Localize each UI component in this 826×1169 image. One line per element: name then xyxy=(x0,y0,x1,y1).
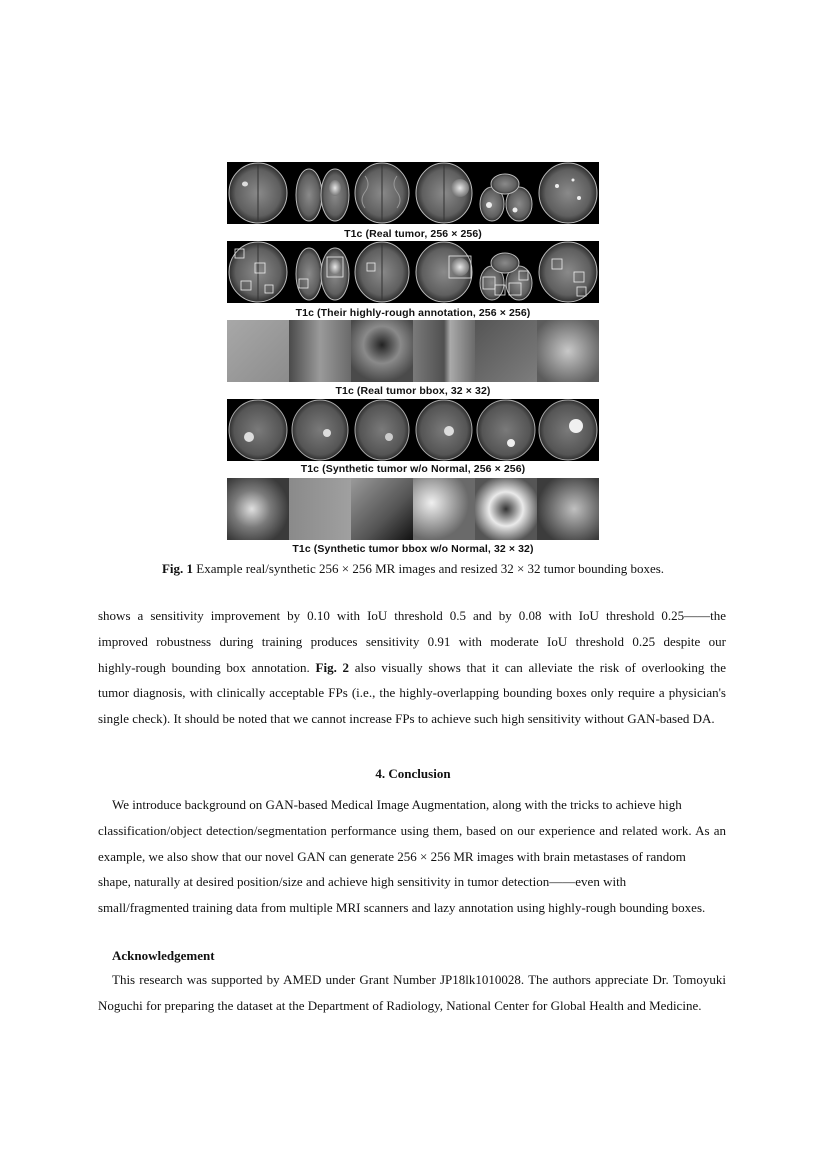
text-line: shape, naturally at desired position/size and achieve high sensitivity in tumor detection——even with xyxy=(98,874,627,890)
text-line: shows a sensitivity improvement by 0.10 with IoU threshold 0.5 and by 0.08 with IoU threshold 0.25——the xyxy=(98,608,726,623)
section-heading: 4. Conclusion xyxy=(375,766,451,781)
results-paragraph xyxy=(98,603,726,732)
text-line: tumor diagnosis, with clinically acceptable FPs (i.e., the highly-overlapping bounding boxes only require a physician's xyxy=(98,685,726,701)
figure-label: Fig. 1 xyxy=(161,561,194,576)
panel-caption: T1c (Synthetic tumor w/o Normal, 256 × 256) xyxy=(300,463,526,475)
figure-caption xyxy=(0,561,826,577)
conclusion-paragraph xyxy=(98,792,726,921)
text-line: Noguchi for preparing the dataset at the Department of Radiology, National Center for Global Health and Medicine. xyxy=(98,997,702,1013)
text-line xyxy=(98,655,726,681)
panel-caption: T1c (Their highly-rough annotation, 256 × 256) xyxy=(295,307,531,319)
panel-caption: T1c (Real tumor, 256 × 256) xyxy=(344,228,482,240)
mri-strip-synthetic-bbox xyxy=(227,478,599,540)
text-segment: highly-rough bounding box annotation. xyxy=(98,659,316,675)
panel-caption: T1c (Real tumor bbox, 32 × 32) xyxy=(335,385,491,397)
mri-strip-rough-annotation xyxy=(227,241,599,303)
mri-strip-synthetic-tumor xyxy=(227,399,599,461)
text-segment: also visually shows that it can alleviate the risk of overlooking the xyxy=(349,659,727,675)
figure-reference: Fig. 2 xyxy=(315,659,350,675)
text-line: example, we also show that our novel GAN can generate 256 × 256 MR images with brain metastases of random xyxy=(98,848,686,864)
mri-strip-real-tumor xyxy=(227,162,599,224)
figure-caption-text: Example real/synthetic 256 × 256 MR images and resized 32 × 32 tumor bounding boxes. xyxy=(193,561,665,576)
text-line: classification/object detection/segmentation performance using them, based on our experience and related work. As an xyxy=(98,822,726,838)
text-line: We introduce background on GAN-based Medical Image Augmentation, along with the tricks to achieve high xyxy=(112,797,682,812)
acknowledgement-paragraph xyxy=(98,967,726,1019)
text-line: single check). It should be noted that we cannot increase FPs to achieve such high sensitivity without GAN-based DA. xyxy=(98,711,715,727)
panel-caption: T1c (Synthetic tumor bbox w/o Normal, 32 × 32) xyxy=(292,543,534,555)
text-line: small/fragmented training data from multiple MRI scanners and lazy annotation using highly-rough bounding boxes. xyxy=(98,900,706,916)
text-line: This research was supported by AMED under Grant Number JP18lk1010028. The authors appreciate Dr. Tomoyuki xyxy=(112,972,726,987)
mri-strip-real-bbox xyxy=(227,320,599,382)
text-line: improved robustness during training produces sensitivity 0.91 with moderate IoU threshold 0.25 despite our xyxy=(98,633,726,649)
acknowledgement-heading: Acknowledgement xyxy=(112,948,215,963)
